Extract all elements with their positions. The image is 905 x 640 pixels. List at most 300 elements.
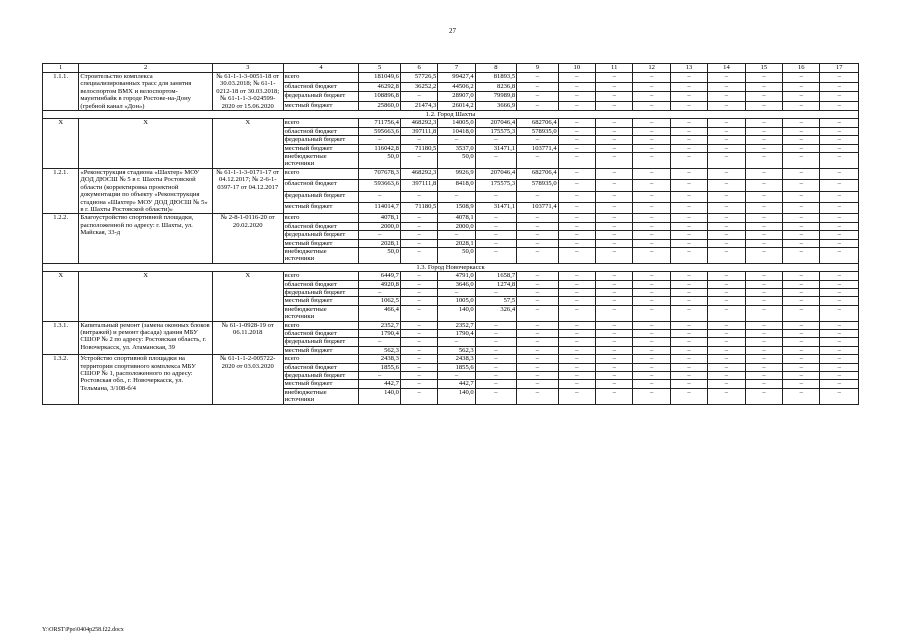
amount-cell: – — [475, 288, 516, 296]
amount-cell: – — [745, 330, 782, 338]
amount-cell: – — [820, 247, 859, 263]
amount-cell: 31471,1 — [475, 144, 516, 152]
amount-cell: – — [670, 305, 707, 321]
amount-cell: 31471,1 — [475, 202, 516, 213]
amount-cell: – — [670, 372, 707, 380]
amount-cell: – — [596, 214, 633, 222]
amount-cell: – — [783, 191, 820, 202]
item-name: Устройство спортивной площадки на территории спортивного комплекса МБУ СШОР № 1, расположенного по адресу: Ростовская обл., г. Новочеркасск, ул. Тельмана, 3/108-б/4 — [79, 355, 212, 404]
amount-cell: 9926,9 — [438, 168, 475, 179]
amount-cell: – — [670, 136, 707, 144]
amount-cell: – — [708, 191, 745, 202]
amount-cell: – — [517, 247, 558, 263]
amount-cell: – — [558, 214, 595, 222]
amount-cell: – — [708, 153, 745, 169]
amount-cell: – — [596, 222, 633, 230]
amount-cell: – — [670, 355, 707, 363]
funding-source: областной бюджет — [283, 280, 359, 288]
amount-cell: – — [517, 372, 558, 380]
amount-cell: 595663,6 — [359, 127, 400, 135]
item-name: Строительство комплекса специализированных трасс для занятия велоспортом BMX и велоспортом-маунтинбайк в городе Ростове-на-Дону (гребной канал «Дон») — [79, 73, 212, 111]
funding-source: областной бюджет — [283, 222, 359, 230]
amount-cell: – — [745, 305, 782, 321]
amount-cell: – — [820, 119, 859, 127]
header-cell: 9 — [517, 64, 558, 73]
amount-cell: – — [596, 191, 633, 202]
amount-cell: – — [517, 101, 558, 111]
amount-cell: – — [596, 180, 633, 191]
amount-cell: – — [400, 214, 437, 222]
header-row — [43, 64, 859, 73]
amount-cell: – — [475, 214, 516, 222]
amount-cell: 10418,0 — [438, 127, 475, 135]
funding-source: областной бюджет — [283, 363, 359, 371]
item-name: Х — [79, 119, 212, 168]
amount-cell: – — [783, 222, 820, 230]
amount-cell: – — [359, 288, 400, 296]
amount-cell: – — [475, 388, 516, 404]
amount-cell: – — [708, 239, 745, 247]
amount-cell: – — [596, 127, 633, 135]
amount-cell: 442,7 — [438, 380, 475, 388]
amount-cell: – — [517, 153, 558, 169]
amount-cell: – — [783, 363, 820, 371]
amount-cell: – — [708, 82, 745, 92]
amount-cell: – — [670, 153, 707, 169]
amount-cell: – — [745, 338, 782, 346]
funding-source: всего — [283, 168, 359, 179]
amount-cell: – — [596, 136, 633, 144]
amount-cell: – — [475, 355, 516, 363]
amount-cell: 21474,3 — [400, 101, 437, 111]
funding-source: всего — [283, 272, 359, 280]
amount-cell: – — [475, 136, 516, 144]
amount-cell: – — [558, 153, 595, 169]
funding-source: внебюджетные источники — [283, 153, 359, 169]
amount-cell: – — [670, 239, 707, 247]
amount-cell: – — [633, 363, 670, 371]
amount-cell: – — [400, 136, 437, 144]
amount-cell: – — [596, 297, 633, 305]
amount-cell: 1508,9 — [438, 202, 475, 213]
item-code: 1.2.1. — [43, 168, 79, 213]
amount-cell: – — [633, 180, 670, 191]
amount-cell: – — [633, 202, 670, 213]
funding-source: областной бюджет — [283, 330, 359, 338]
amount-cell: – — [708, 101, 745, 111]
funding-source: местный бюджет — [283, 380, 359, 388]
amount-cell: – — [820, 372, 859, 380]
amount-cell: – — [670, 346, 707, 354]
funding-source: всего — [283, 119, 359, 127]
funding-source: федеральный бюджет — [283, 136, 359, 144]
item-code: 1.1.1. — [43, 73, 79, 111]
amount-cell: – — [558, 239, 595, 247]
amount-cell: – — [633, 388, 670, 404]
amount-cell: – — [670, 288, 707, 296]
header-cell: 8 — [475, 64, 516, 73]
amount-cell: – — [438, 338, 475, 346]
amount-cell: – — [359, 191, 400, 202]
amount-cell: – — [820, 127, 859, 135]
amount-cell: – — [517, 272, 558, 280]
amount-cell: – — [783, 297, 820, 305]
header-cell: 5 — [359, 64, 400, 73]
amount-cell: 562,3 — [438, 346, 475, 354]
table-row — [43, 272, 859, 280]
amount-cell: – — [745, 153, 782, 169]
amount-cell: – — [475, 321, 516, 329]
amount-cell: – — [670, 127, 707, 135]
item-name: Капитальный ремонт (замена оконных блоков (витражей) и ремонт фасада) здания МБУ СШОР № 2 по адресу: Ростовская область, г. Новочеркасск, ул. Атаманская, 39 — [79, 321, 212, 355]
amount-cell: – — [670, 214, 707, 222]
amount-cell: 4078,1 — [438, 214, 475, 222]
amount-cell: – — [745, 92, 782, 102]
amount-cell: – — [596, 321, 633, 329]
amount-cell: 3537,0 — [438, 144, 475, 152]
amount-cell: – — [400, 338, 437, 346]
amount-cell: – — [517, 321, 558, 329]
amount-cell: 1855,6 — [438, 363, 475, 371]
amount-cell: – — [517, 136, 558, 144]
amount-cell: – — [670, 330, 707, 338]
amount-cell: – — [820, 73, 859, 83]
amount-cell: – — [633, 321, 670, 329]
amount-cell: 4920,8 — [359, 280, 400, 288]
amount-cell: – — [438, 288, 475, 296]
amount-cell: – — [745, 180, 782, 191]
amount-cell: – — [475, 372, 516, 380]
amount-cell: 6449,7 — [359, 272, 400, 280]
amount-cell: 103771,4 — [517, 202, 558, 213]
amount-cell: 140,0 — [438, 305, 475, 321]
amount-cell: – — [400, 191, 437, 202]
amount-cell: – — [783, 280, 820, 288]
amount-cell: – — [820, 330, 859, 338]
amount-cell: – — [745, 202, 782, 213]
amount-cell: – — [558, 380, 595, 388]
amount-cell: 468292,3 — [400, 119, 437, 127]
amount-cell: 1790,4 — [438, 330, 475, 338]
amount-cell: – — [633, 168, 670, 179]
amount-cell: – — [670, 222, 707, 230]
amount-cell: – — [517, 222, 558, 230]
amount-cell: – — [438, 372, 475, 380]
amount-cell: – — [633, 338, 670, 346]
amount-cell: – — [558, 363, 595, 371]
amount-cell: – — [517, 73, 558, 83]
amount-cell: – — [633, 330, 670, 338]
amount-cell: – — [475, 380, 516, 388]
item-document: № 2-8-1-0116-20 от 20.02.2020 — [212, 214, 283, 263]
funding-source: федеральный бюджет — [283, 338, 359, 346]
amount-cell: – — [783, 388, 820, 404]
amount-cell: – — [745, 101, 782, 111]
amount-cell: – — [670, 338, 707, 346]
amount-cell: – — [558, 231, 595, 239]
amount-cell: – — [745, 168, 782, 179]
amount-cell: – — [745, 288, 782, 296]
item-code: 1.2.2. — [43, 214, 79, 263]
amount-cell: – — [708, 119, 745, 127]
amount-cell: 2028,1 — [359, 239, 400, 247]
header-cell: 13 — [670, 64, 707, 73]
amount-cell: 2352,7 — [438, 321, 475, 329]
amount-cell: – — [820, 288, 859, 296]
table-row — [43, 119, 859, 127]
amount-cell: – — [475, 338, 516, 346]
amount-cell: – — [820, 136, 859, 144]
amount-cell: – — [820, 191, 859, 202]
amount-cell: – — [633, 372, 670, 380]
amount-cell: – — [670, 363, 707, 371]
header-cell: 14 — [708, 64, 745, 73]
amount-cell: – — [708, 338, 745, 346]
amount-cell: – — [708, 321, 745, 329]
funding-source: федеральный бюджет — [283, 92, 359, 102]
funding-source: всего — [283, 321, 359, 329]
amount-cell: – — [438, 231, 475, 239]
amount-cell: – — [558, 305, 595, 321]
item-document: № 61-1-1-3-0171-17 от 04.12.2017; № 2-6-1-0397-17 от 04.12.2017 — [212, 168, 283, 213]
amount-cell: – — [517, 191, 558, 202]
amount-cell: – — [475, 346, 516, 354]
amount-cell: – — [400, 231, 437, 239]
amount-cell: – — [517, 338, 558, 346]
amount-cell: – — [596, 346, 633, 354]
amount-cell: 114014,7 — [359, 202, 400, 213]
section-row — [43, 111, 859, 119]
amount-cell: – — [670, 202, 707, 213]
amount-cell: – — [596, 73, 633, 83]
table-row — [43, 73, 859, 83]
amount-cell: – — [670, 101, 707, 111]
amount-cell: – — [708, 73, 745, 83]
amount-cell: – — [670, 280, 707, 288]
amount-cell: – — [708, 214, 745, 222]
amount-cell: – — [633, 280, 670, 288]
amount-cell: – — [783, 330, 820, 338]
amount-cell: – — [745, 82, 782, 92]
amount-cell: – — [820, 280, 859, 288]
amount-cell: – — [517, 297, 558, 305]
amount-cell: – — [517, 231, 558, 239]
amount-cell: – — [558, 388, 595, 404]
amount-cell: – — [783, 355, 820, 363]
amount-cell: 578935,0 — [517, 127, 558, 135]
header-cell: 17 — [820, 64, 859, 73]
amount-cell: – — [400, 372, 437, 380]
amount-cell: – — [558, 119, 595, 127]
amount-cell: – — [670, 231, 707, 239]
amount-cell: – — [558, 180, 595, 191]
amount-cell: – — [820, 153, 859, 169]
amount-cell: – — [438, 191, 475, 202]
amount-cell: – — [558, 372, 595, 380]
amount-cell: – — [633, 297, 670, 305]
amount-cell: 116042,8 — [359, 144, 400, 152]
amount-cell: – — [596, 168, 633, 179]
amount-cell: – — [558, 272, 595, 280]
amount-cell: – — [558, 297, 595, 305]
header-cell: 16 — [783, 64, 820, 73]
amount-cell: – — [633, 153, 670, 169]
amount-cell: – — [708, 280, 745, 288]
amount-cell: – — [783, 82, 820, 92]
amount-cell: – — [783, 119, 820, 127]
amount-cell: 36252,2 — [400, 82, 437, 92]
amount-cell: – — [633, 222, 670, 230]
file-path: Y:\ORST\Ppo\0404p258.f22.docx — [42, 627, 124, 633]
item-name: Благоустройство спортивной площадки, расположенной по адресу: г. Шахты, ул. Майская, 33-д — [79, 214, 212, 263]
amount-cell: – — [633, 127, 670, 135]
amount-cell: – — [596, 380, 633, 388]
header-cell: 4 — [283, 64, 359, 73]
amount-cell: – — [517, 92, 558, 102]
amount-cell: 50,0 — [438, 153, 475, 169]
amount-cell: – — [596, 119, 633, 127]
amount-cell: – — [517, 280, 558, 288]
amount-cell: 2000,0 — [438, 222, 475, 230]
amount-cell: – — [708, 136, 745, 144]
amount-cell: – — [820, 355, 859, 363]
amount-cell: 1062,5 — [359, 297, 400, 305]
amount-cell: – — [708, 144, 745, 152]
amount-cell: – — [633, 231, 670, 239]
item-code: 1.3.1. — [43, 321, 79, 355]
amount-cell: – — [708, 168, 745, 179]
amount-cell: – — [820, 222, 859, 230]
amount-cell: 593663,6 — [359, 180, 400, 191]
amount-cell: – — [596, 305, 633, 321]
amount-cell: – — [400, 272, 437, 280]
amount-cell: – — [400, 363, 437, 371]
amount-cell: 3646,0 — [438, 280, 475, 288]
amount-cell: – — [708, 180, 745, 191]
amount-cell: – — [820, 338, 859, 346]
amount-cell: – — [745, 380, 782, 388]
amount-cell: – — [558, 82, 595, 92]
amount-cell: – — [633, 305, 670, 321]
amount-cell: 25860,0 — [359, 101, 400, 111]
amount-cell: – — [670, 388, 707, 404]
amount-cell: – — [558, 73, 595, 83]
amount-cell: – — [359, 372, 400, 380]
amount-cell: 8418,0 — [438, 180, 475, 191]
amount-cell: – — [783, 101, 820, 111]
amount-cell: 4791,0 — [438, 272, 475, 280]
amount-cell: – — [517, 380, 558, 388]
amount-cell: 1855,6 — [359, 363, 400, 371]
item-document: Х — [212, 272, 283, 321]
amount-cell: 2438,3 — [438, 355, 475, 363]
amount-cell: – — [596, 247, 633, 263]
amount-cell: – — [820, 214, 859, 222]
amount-cell: – — [633, 82, 670, 92]
amount-cell: – — [783, 202, 820, 213]
amount-cell: – — [633, 380, 670, 388]
amount-cell: – — [745, 136, 782, 144]
amount-cell: – — [783, 136, 820, 144]
amount-cell: – — [670, 144, 707, 152]
item-document: № 61-1-1-2-005722-2020 от 03.03.2020 — [212, 355, 283, 404]
amount-cell: – — [596, 363, 633, 371]
amount-cell: – — [745, 119, 782, 127]
amount-cell: – — [558, 92, 595, 102]
amount-cell: – — [400, 92, 437, 102]
amount-cell: – — [820, 321, 859, 329]
amount-cell: – — [708, 92, 745, 102]
funding-source: федеральный бюджет — [283, 372, 359, 380]
header-cell: 3 — [212, 64, 283, 73]
amount-cell: – — [558, 168, 595, 179]
amount-cell: 707678,3 — [359, 168, 400, 179]
amount-cell: – — [400, 380, 437, 388]
header-cell: 12 — [633, 64, 670, 73]
item-name: Х — [79, 272, 212, 321]
amount-cell: – — [783, 321, 820, 329]
amount-cell: – — [633, 119, 670, 127]
amount-cell: – — [745, 247, 782, 263]
amount-cell: – — [596, 101, 633, 111]
funding-source: всего — [283, 214, 359, 222]
table-row — [43, 355, 859, 363]
amount-cell: – — [820, 168, 859, 179]
header-cell: 2 — [79, 64, 212, 73]
amount-cell: – — [820, 297, 859, 305]
amount-cell: 1274,8 — [475, 280, 516, 288]
amount-cell: – — [558, 136, 595, 144]
amount-cell: – — [475, 191, 516, 202]
amount-cell: 468292,3 — [400, 168, 437, 179]
amount-cell: 50,0 — [359, 153, 400, 169]
amount-cell: 326,4 — [475, 305, 516, 321]
amount-cell: – — [558, 280, 595, 288]
amount-cell: – — [745, 321, 782, 329]
amount-cell: 1005,0 — [438, 297, 475, 305]
header-cell: 6 — [400, 64, 437, 73]
item-code: Х — [43, 119, 79, 168]
amount-cell: – — [475, 153, 516, 169]
amount-cell: 207046,4 — [475, 168, 516, 179]
amount-cell: – — [783, 372, 820, 380]
amount-cell: – — [596, 92, 633, 102]
amount-cell: 397111,8 — [400, 180, 437, 191]
amount-cell: – — [558, 288, 595, 296]
amount-cell: – — [745, 355, 782, 363]
amount-cell: – — [820, 82, 859, 92]
amount-cell: – — [745, 144, 782, 152]
item-document: Х — [212, 119, 283, 168]
amount-cell: – — [558, 247, 595, 263]
table-row — [43, 168, 859, 179]
amount-cell: – — [475, 363, 516, 371]
amount-cell: 71180,5 — [400, 144, 437, 152]
amount-cell: – — [400, 355, 437, 363]
amount-cell: – — [400, 222, 437, 230]
amount-cell: – — [708, 355, 745, 363]
amount-cell: 140,0 — [359, 388, 400, 404]
amount-cell: – — [783, 305, 820, 321]
amount-cell: – — [400, 153, 437, 169]
amount-cell: – — [708, 247, 745, 263]
amount-cell: 1658,7 — [475, 272, 516, 280]
amount-cell: – — [820, 388, 859, 404]
amount-cell: – — [745, 280, 782, 288]
header-cell: 7 — [438, 64, 475, 73]
amount-cell: – — [820, 272, 859, 280]
amount-cell: – — [783, 239, 820, 247]
